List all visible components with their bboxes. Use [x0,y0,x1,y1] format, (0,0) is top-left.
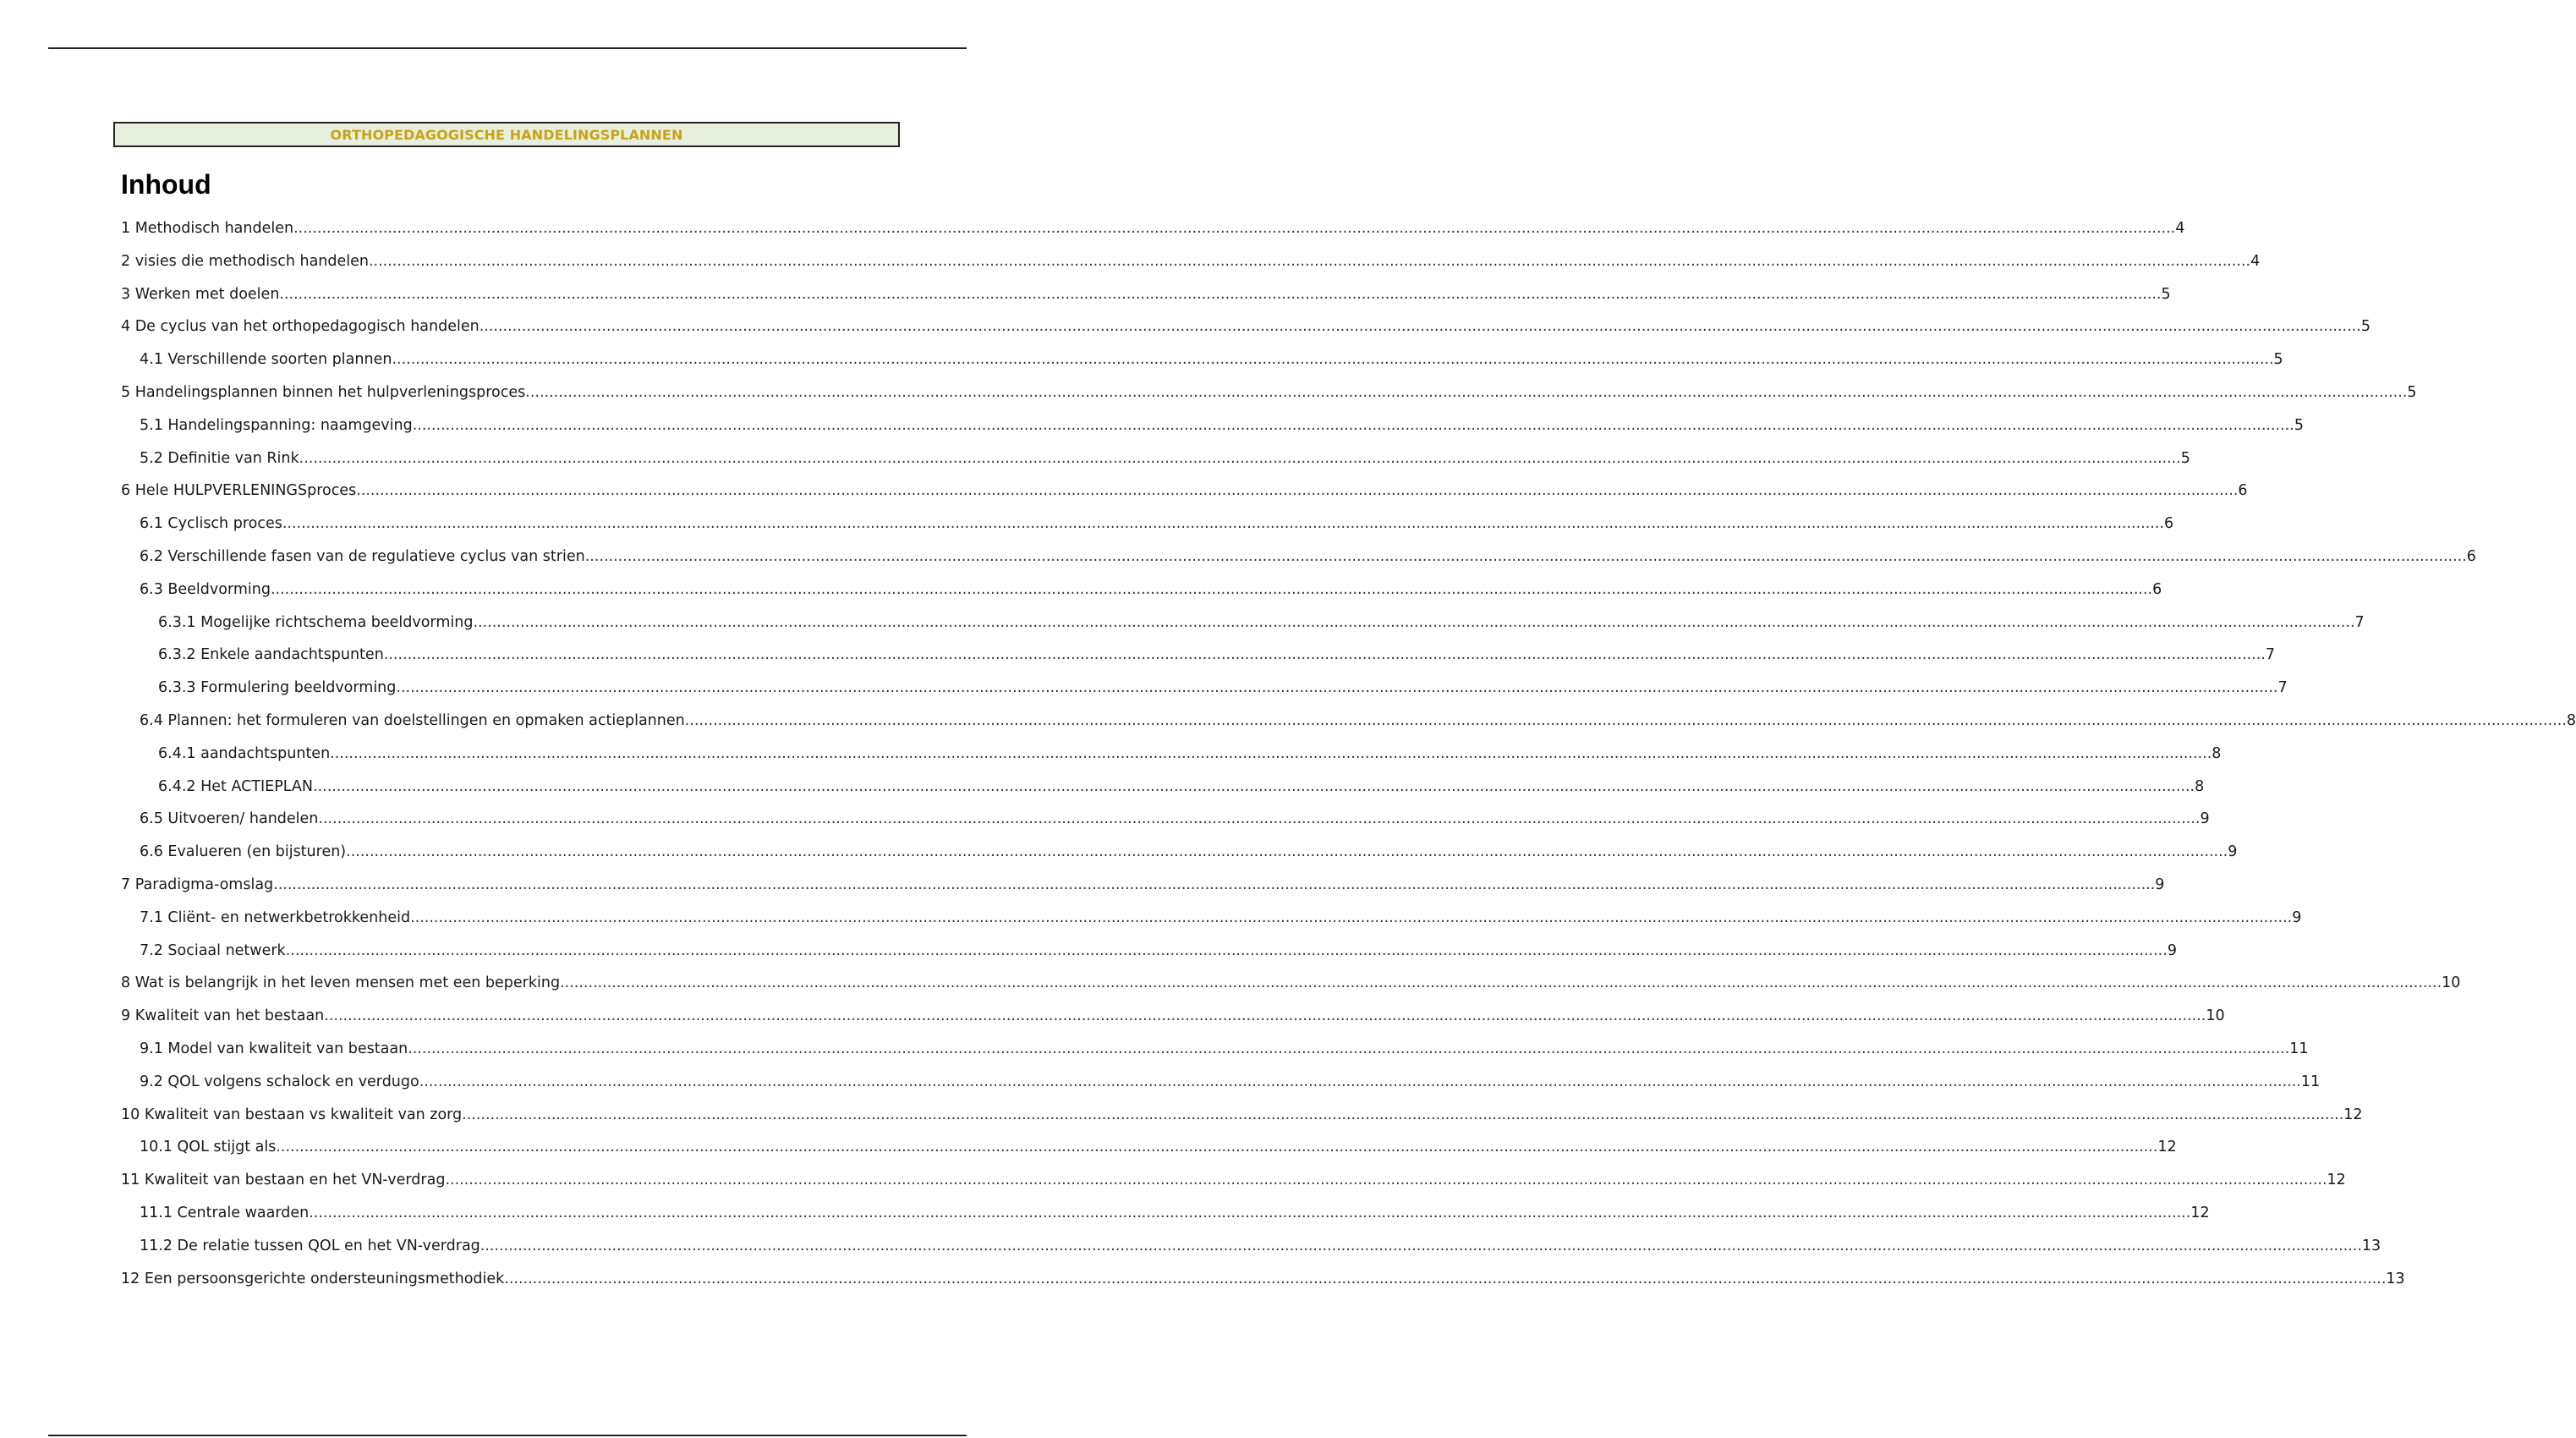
toc-entry-title: 6 Hele HULPVERLENINGSproces [121,482,357,499]
toc-entry-page: 5 [2407,384,2417,401]
toc-dot-leader: ................................................................................................................................................................................................................................................................................................................................................................................................................ [293,220,2176,237]
toc-entry-page: 7 [2265,646,2276,663]
toc-dot-leader: ................................................................................................................................................................................................................................................................................................................................................................................................................ [279,286,2162,303]
toc-dot-leader: ................................................................................................................................................................................................................................................................................................................................................................................................................ [346,843,2228,860]
toc-entry[interactable] [121,316,2370,337]
toc-dot-leader: ................................................................................................................................................................................................................................................................................................................................................................................................................ [560,974,2442,991]
toc-entry-page: 5 [2180,450,2190,467]
toc-entry-page: 9 [2292,909,2302,926]
toc-entry-title: 3 Werken met doelen [121,286,280,303]
toc-dot-leader: ................................................................................................................................................................................................................................................................................................................................................................................................................ [392,351,2274,368]
toc-dot-leader: ................................................................................................................................................................................................................................................................................................................................................................................................................ [309,1205,2191,1221]
toc-entry[interactable] [158,612,2365,633]
toc-entry[interactable] [121,1269,2405,1289]
toc-entry[interactable] [140,941,2177,961]
toc-entry-title: 9.2 QOL volgens schalock en verdugo [140,1073,419,1090]
footer-rule [48,1435,967,1436]
toc-heading: Inhoud [121,169,211,200]
toc-entry-page: 6 [2466,548,2476,565]
toc-entry-page: 6 [2163,515,2174,532]
toc-entry-page: 8 [2212,745,2222,762]
toc-entry-title: 6.3 Beeldvorming [140,581,271,598]
toc-dot-leader: ................................................................................................................................................................................................................................................................................................................................................................................................................ [480,1238,2362,1254]
toc-entry[interactable] [158,744,2222,764]
toc-entry-title: 7.2 Sociaal netwerk [140,942,286,959]
toc-dot-leader: ................................................................................................................................................................................................................................................................................................................................................................................................................ [383,646,2266,663]
toc-entry-page: 12 [2343,1106,2363,1123]
toc-dot-leader: ................................................................................................................................................................................................................................................................................................................................................................................................................ [299,450,2181,467]
toc-entry-title: 11 Kwaliteit van bestaan en het VN-verdrag [121,1172,446,1188]
toc-entry[interactable] [140,1203,2210,1223]
toc-entry[interactable] [140,908,2302,928]
toc-entry-title: 6.3.3 Formulering beeldvorming [158,679,397,696]
toc-entry-title: 1 Methodisch handelen [121,220,294,237]
toc-entry[interactable] [140,1236,2381,1256]
toc-entry-page: 9 [2167,942,2177,959]
toc-dot-leader: ................................................................................................................................................................................................................................................................................................................................................................................................................ [419,1073,2301,1090]
toc-entry[interactable] [140,1137,2177,1157]
toc-dot-leader: ................................................................................................................................................................................................................................................................................................................................................................................................................ [684,712,2567,729]
toc-entry[interactable] [121,251,2261,272]
toc-entry-title: 6.6 Evalueren (en bijsturen) [140,843,347,860]
toc-entry-page: 12 [2190,1205,2210,1221]
toc-entry[interactable] [140,448,2190,469]
toc-entry-title: 10.1 QOL stijgt als [140,1139,277,1155]
toc-entry-page: 4 [2175,220,2185,237]
toc-dot-leader: ................................................................................................................................................................................................................................................................................................................................................................................................................ [525,384,2408,401]
toc-entry-title: 5.2 Definitie van Rink [140,450,299,467]
toc-entry[interactable] [140,711,2576,731]
toc-entry-page: 7 [2277,679,2288,696]
toc-entry-title: 5 Handelingsplannen binnen het hulpverleningsproces [121,384,526,401]
toc-dot-leader: ................................................................................................................................................................................................................................................................................................................................................................................................................ [445,1172,2327,1188]
toc-entry[interactable] [121,973,2461,993]
toc-entry-title: 12 Een persoonsgerichte ondersteuningsmethodiek [121,1271,505,1287]
toc-entry-title: 6.1 Cyclisch proces [140,515,282,532]
toc-dot-leader: ................................................................................................................................................................................................................................................................................................................................................................................................................ [462,1106,2344,1123]
toc-entry[interactable] [121,1105,2363,1125]
toc-dot-leader: ................................................................................................................................................................................................................................................................................................................................................................................................................ [330,745,2212,762]
toc-dot-leader: ................................................................................................................................................................................................................................................................................................................................................................................................................ [584,548,2467,565]
toc-entry[interactable] [140,513,2174,534]
toc-entry-page: 5 [2161,286,2171,303]
toc-dot-leader: ................................................................................................................................................................................................................................................................................................................................................................................................................ [356,482,2239,499]
toc-entry[interactable] [121,218,2185,239]
toc-dot-leader: ................................................................................................................................................................................................................................................................................................................................................................................................................ [276,1139,2158,1155]
toc-entry[interactable] [140,349,2283,370]
toc-entry-title: 4.1 Verschillende soorten plannen [140,351,392,368]
toc-entry-title: 6.4.1 aandachtspunten [158,745,331,762]
toc-dot-leader: ................................................................................................................................................................................................................................................................................................................................................................................................................ [408,1040,2290,1057]
toc-entry[interactable] [140,579,2162,600]
toc-entry[interactable] [121,1170,2346,1190]
toc-entry[interactable] [140,415,2304,436]
toc-entry[interactable] [121,875,2165,895]
toc-entry-page: 11 [2289,1040,2309,1057]
toc-dot-leader: ................................................................................................................................................................................................................................................................................................................................................................................................................ [313,778,2195,795]
toc-entry-page: 7 [2354,614,2365,631]
toc-entry[interactable] [140,809,2210,829]
toc-entry-page: 5 [2294,417,2304,434]
toc-dot-leader: ................................................................................................................................................................................................................................................................................................................................................................................................................ [318,810,2201,827]
toc-entry[interactable] [121,480,2248,501]
toc-dot-leader: ................................................................................................................................................................................................................................................................................................................................................................................................................ [504,1271,2387,1287]
toc-entry[interactable] [158,777,2205,797]
toc-entry-title: 6.5 Uitvoeren/ handelen [140,810,319,827]
toc-entry-page: 5 [2360,318,2370,335]
toc-entry-page: 11 [2300,1073,2321,1090]
toc-entry-title: 11.2 De relatie tussen QOL en het VN-verdrag [140,1238,480,1254]
toc-entry-title: 6.3.1 Mogelijke richtschema beeldvorming [158,614,474,631]
toc-entry-title: 7 Paradigma-omslag [121,876,274,893]
toc-entry-page: 9 [2228,843,2238,860]
toc-entry-page: 13 [2386,1271,2405,1287]
toc-entry[interactable] [121,1006,2225,1026]
toc-entry-title: 9.1 Model van kwaliteit van bestaan [140,1040,408,1057]
toc-entry-page: 4 [2250,253,2261,270]
toc-dot-leader: ................................................................................................................................................................................................................................................................................................................................................................................................................ [270,581,2153,598]
toc-entry[interactable] [140,1072,2321,1092]
toc-dot-leader: ................................................................................................................................................................................................................................................................................................................................................................................................................ [324,1007,2206,1024]
toc-dot-leader: ................................................................................................................................................................................................................................................................................................................................................................................................................ [410,909,2293,926]
toc-entry-page: 8 [2566,712,2576,729]
toc-entry-title: 7.1 Cliënt- en netwerkbetrokkenheid [140,909,411,926]
toc-entry-title: 2 visies die methodisch handelen [121,253,369,270]
toc-entry-page: 12 [2157,1139,2177,1155]
toc-entry[interactable] [121,382,2417,403]
toc-entry-title: 9 Kwaliteit van het bestaan [121,1007,325,1024]
toc-entry-page: 8 [2195,778,2205,795]
toc-dot-leader: ................................................................................................................................................................................................................................................................................................................................................................................................................ [412,417,2294,434]
toc-entry-title: 5.1 Handelingspanning: naamgeving [140,417,413,434]
toc-entry[interactable] [140,546,2476,567]
toc-entry-page: 9 [2200,810,2210,827]
toc-entry-title: 10 Kwaliteit van bestaan vs kwaliteit van zorg [121,1106,463,1123]
toc-entry-title: 6.4.2 Het ACTIEPLAN [158,778,313,795]
toc-entry-page: 12 [2327,1172,2346,1188]
toc-entry-page: 5 [2273,351,2283,368]
toc-entry-page: 10 [2206,1007,2225,1024]
toc-entry[interactable] [140,1039,2309,1059]
toc-dot-leader: ................................................................................................................................................................................................................................................................................................................................................................................................................ [285,942,2168,959]
toc-entry-page: 9 [2155,876,2165,893]
toc-entry-page: 6 [2238,482,2248,499]
toc-entry-title: 11.1 Centrale waarden [140,1205,310,1221]
toc-entry[interactable] [121,284,2171,305]
toc-entry[interactable] [158,645,2276,665]
toc-entry-page: 6 [2152,581,2162,598]
toc-dot-leader: ................................................................................................................................................................................................................................................................................................................................................................................................................ [282,515,2164,532]
toc-entry-title: 6.3.2 Enkele aandachtspunten [158,646,384,663]
toc-dot-leader: ................................................................................................................................................................................................................................................................................................................................................................................................................ [396,679,2278,696]
toc-dot-leader: ................................................................................................................................................................................................................................................................................................................................................................................................................ [473,614,2355,631]
toc-entry-title: 6.2 Verschillende fasen van de regulatieve cyclus van strien [140,548,585,565]
toc-entry[interactable] [140,842,2238,862]
toc-dot-leader: ................................................................................................................................................................................................................................................................................................................................................................................................................ [479,318,2361,335]
document-title: ORTHOPEDAGOGISCHE HANDELINGSPLANNEN [330,126,683,143]
toc-entry-title: 8 Wat is belangrijk in het leven mensen met een beperking [121,974,561,991]
toc-entry-page: 13 [2361,1238,2381,1254]
toc-dot-leader: ................................................................................................................................................................................................................................................................................................................................................................................................................ [368,253,2251,270]
toc-entry[interactable] [158,678,2288,698]
toc-entry-title: 6.4 Plannen: het formuleren van doelstellingen en opmaken actieplannen [140,712,685,729]
toc-entry-title: 4 De cyclus van het orthopedagogisch handelen [121,318,480,335]
toc-entry-page: 10 [2442,974,2461,991]
toc-dot-leader: ................................................................................................................................................................................................................................................................................................................................................................................................................ [273,876,2156,893]
